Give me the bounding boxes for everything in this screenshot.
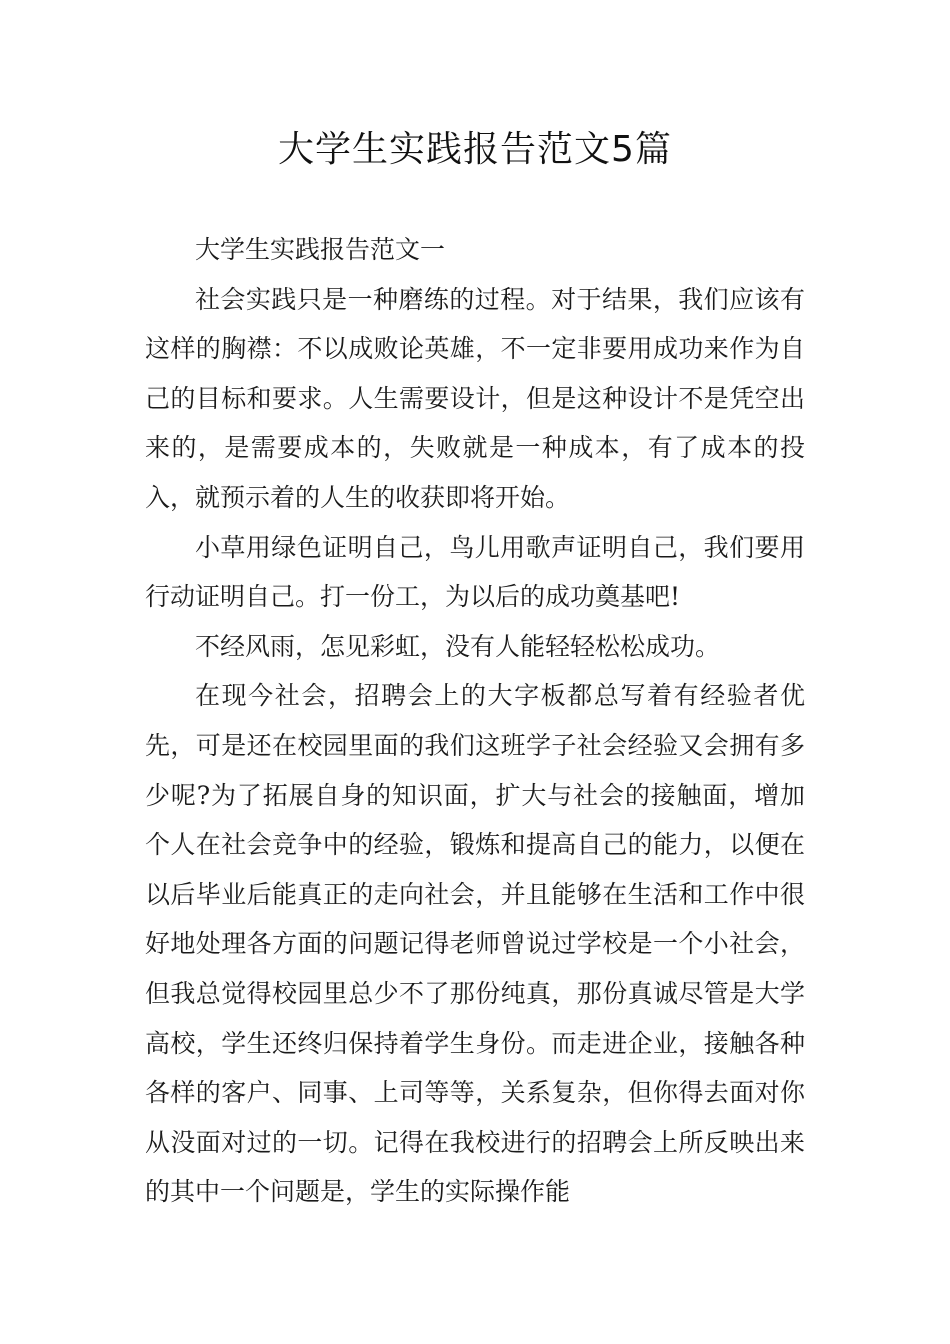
paragraph: 社会实践只是一种磨练的过程。对于结果，我们应该有这样的胸襟：不以成败论英雄，不一定非要用成功来作为自己的目标和要求。人生需要设计，但是这种设计不是凭空出来的，是需要成本的，失败就是一种成本，有了成本的投入，就预示着的人生的收获即将开始。 xyxy=(145,284,805,512)
paragraph: 不经风雨，怎见彩虹，没有人能轻轻松松成功。 xyxy=(195,631,721,661)
paragraph: 在现今社会，招聘会上的大字板都总写着有经验者优先，可是还在校园里面的我们这班学子社会经验又会拥有多少呢?为了拓展自身的知识面，扩大与社会的接触面，增加个人在社会竞争中的经验，锻炼和提高自己的能力，以便在以后毕业后能真正的走向社会，并且能够在生活和工作中很好地处理各方面的问题记得老师曾说过学校是一个小社会，但我总觉得校园里总少不了那份纯真，那份真诚尽管是大学高校，学生还终归保持着学生身份。而走进企业，接触各种各样的客户、同事、上司等等，关系复杂，但你得去面对你从没面对过的一切。记得在我校进行的招聘会上所反映出来的其中一个问题是，学生的实际操作能 xyxy=(145,681,805,1207)
paragraph: 小草用绿色证明自己，鸟儿用歌声证明自己，我们要用行动证明自己。打一份工，为以后的成功奠基吧! xyxy=(145,532,805,612)
document-body xyxy=(145,225,805,1217)
document-title: 大学生实践报告范文5篇 xyxy=(278,129,672,170)
section-heading: 大学生实践报告范文一 xyxy=(195,235,446,264)
